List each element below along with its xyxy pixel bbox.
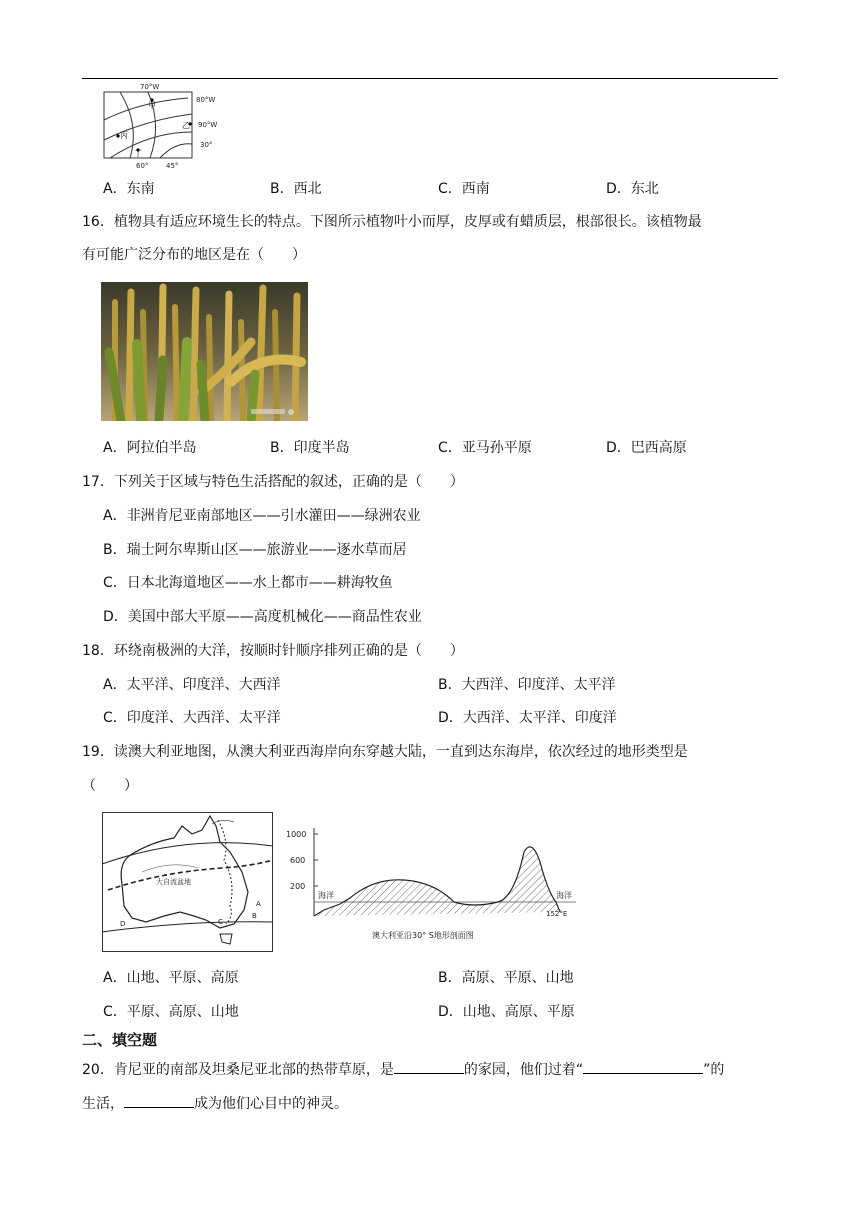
q16-stem-line2: 有可能广泛分布的地区是在（ ） — [82, 247, 306, 263]
profile-caption: 澳大利亚沿30° S地形剖面图 — [372, 931, 474, 940]
y-tick-600: 600 — [290, 856, 306, 865]
q19-option-c[interactable]: C．平原、高原、山地 — [103, 1004, 239, 1020]
q17-option-c[interactable]: C．日本北海道地区——水上都市——耕海牧鱼 — [103, 575, 393, 591]
map-basin-label: 大自流盆地 — [156, 878, 191, 886]
cactus-photo — [101, 282, 308, 421]
q18-option-b[interactable]: B．大西洋、印度洋、太平洋 — [438, 677, 616, 693]
q20-text-part3: ”的 — [703, 1062, 725, 1078]
q16-option-a[interactable]: A．阿拉伯半岛 — [103, 440, 197, 456]
q18-option-c[interactable]: C．印度洋、大西洋、太平洋 — [103, 710, 281, 726]
q20-text-part1: 20．肯尼亚的南部及坦桑尼亚北部的热带草原，是 — [82, 1062, 394, 1078]
q20-text-part5: 成为他们心目中的神灵。 — [194, 1096, 348, 1112]
q20-text-part4: 生活， — [82, 1096, 124, 1112]
q20-line2 — [82, 1093, 348, 1114]
q20-line1 — [82, 1059, 724, 1080]
q18-option-a[interactable]: A．太平洋、印度洋、大西洋 — [103, 677, 281, 693]
q20-blank-2[interactable] — [583, 1059, 703, 1074]
q19-option-a[interactable]: A．山地、平原、高原 — [103, 970, 239, 986]
q19-option-b[interactable]: B．高原、平原、山地 — [438, 970, 574, 986]
q17-option-a[interactable]: A．非洲肯尼亚南部地区——引水灌田——绿洲农业 — [103, 508, 421, 524]
q15-grid-figure — [100, 80, 228, 172]
lat-45-label: 45° — [166, 162, 179, 170]
lon-152e-label: 152°E — [546, 910, 568, 918]
q19-option-d[interactable]: D．山地、高原、平原 — [438, 1004, 575, 1020]
map-label-d: D — [120, 920, 126, 928]
lon-90w-label: 90°W — [198, 121, 218, 129]
australia-map — [102, 812, 273, 952]
point-bing-label: 丙 — [120, 131, 128, 140]
header-rule — [82, 78, 778, 79]
terrain-profile-chart — [284, 822, 584, 946]
q20-text-part2: 的家园，他们过着“ — [463, 1062, 584, 1078]
y-tick-200: 200 — [290, 882, 306, 891]
q16-option-d[interactable]: D．巴西高原 — [606, 440, 687, 456]
lon-80w-label: 80°W — [196, 96, 216, 104]
ocean-right-label: 海洋 — [556, 891, 572, 900]
q19-stem-line2: （ ） — [82, 778, 138, 794]
q17-option-b[interactable]: B．瑞士阿尔卑斯山区——旅游业——逐水草而居 — [103, 542, 407, 558]
q18-stem: 18．环绕南极洲的大洋，按顺时针顺序排列正确的是（ ） — [82, 643, 464, 659]
q15-option-a[interactable]: A．东南 — [103, 181, 155, 197]
point-jia-label: 甲 — [148, 101, 156, 110]
q20-blank-1[interactable] — [394, 1059, 464, 1074]
ocean-left-label: 海洋 — [318, 891, 334, 900]
point-ding-label: 丁 — [134, 149, 142, 158]
map-label-a: A — [256, 900, 261, 908]
q17-option-d[interactable]: D．美国中部大平原——高度机械化——商品性农业 — [103, 609, 422, 625]
q16-option-b[interactable]: B．印度半岛 — [270, 440, 350, 456]
q17-stem: 17．下列关于区域与特色生活搭配的叙述，正确的是（ ） — [82, 474, 464, 490]
q20-blank-3[interactable] — [124, 1093, 194, 1108]
map-label-c: C — [218, 918, 223, 926]
section-heading-fill-in: 二、填空题 — [82, 1031, 158, 1049]
q15-option-b[interactable]: B．西北 — [270, 181, 322, 197]
q18-option-d[interactable]: D．大西洋、太平洋、印度洋 — [438, 710, 617, 726]
map-label-b: B — [252, 912, 257, 920]
q15-option-d[interactable]: D．东北 — [606, 181, 659, 197]
q19-stem-line1: 19．读澳大利亚地图，从澳大利亚西海岸向东穿越大陆，一直到达东海岸，依次经过的地形类型是 — [82, 744, 688, 760]
q16-option-c[interactable]: C．亚马孙平原 — [438, 440, 532, 456]
point-yi-label: 乙 — [182, 121, 190, 130]
q15-option-c[interactable]: C．西南 — [438, 181, 490, 197]
lat-30-label: 30° — [200, 141, 213, 149]
q16-stem-line1: 16．植物具有适应环境生长的特点。下图所示植物叶小而厚，皮厚或有蜡质层，根部很长。该植物最 — [82, 214, 702, 230]
lon-70w-label: 70°W — [140, 83, 160, 91]
lat-60-label: 60° — [136, 162, 149, 170]
y-tick-1000: 1000 — [286, 830, 307, 839]
